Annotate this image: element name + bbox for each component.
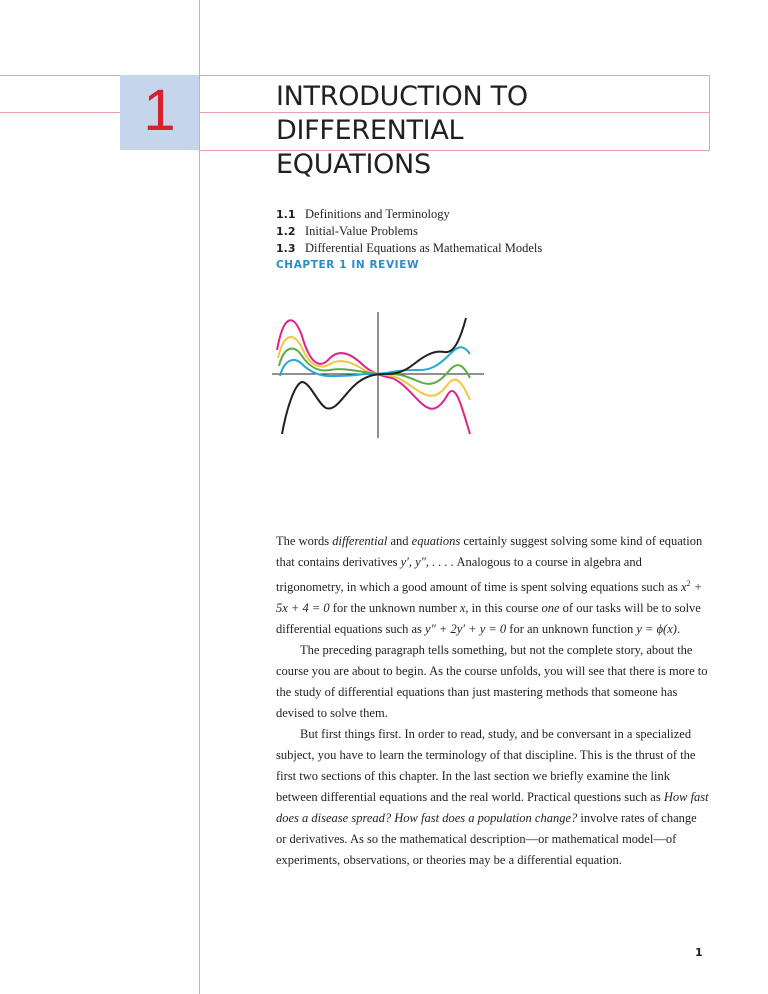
page-number: 1 xyxy=(695,946,703,959)
chapter-title-line1: INTRODUCTION TO DIFFERENTIAL xyxy=(276,81,528,146)
toc-item-label: Definitions and Terminology xyxy=(305,207,450,221)
toc-item-label: Initial-Value Problems xyxy=(305,224,418,238)
toc-item[interactable] xyxy=(276,240,542,257)
top-horizontal-rule xyxy=(0,75,710,76)
chapter-number-box xyxy=(120,75,199,150)
body-paragraph-1: The words differential and equations certainly suggest solving some kind of equation that contains derivatives y′, y″, . . . . Analogous to a course in algebra and trigonometry, in which a good amount of time is spent solving equations such as $x^2 + 5x + 4 = 0$ for the unknown number x, in this course one of our tasks will be to solve differential equations such as y″ + 2y′ + y = 0 for an unknown function y = ϕ(x). xyxy=(276,534,703,637)
solution-curves-figure xyxy=(272,312,484,440)
toc-item-number: 1.1 xyxy=(276,208,296,221)
body-paragraph-2: The preceding paragraph tells something, but not the complete story, about the course you are about to begin. As the course unfolds, you will see that there is more to the study of differential equations than just mastering methods that someone has devised to solve them. xyxy=(276,643,708,721)
toc-item[interactable] xyxy=(276,206,542,223)
title-right-rule xyxy=(709,75,710,151)
curve-green xyxy=(279,349,470,384)
chapter-number: 1 xyxy=(143,78,176,143)
body-text xyxy=(276,531,710,871)
curve-magenta xyxy=(277,320,470,434)
toc-item-label: Differential Equations as Mathematical Models xyxy=(305,241,543,255)
toc-item-number: 1.2 xyxy=(276,225,296,238)
body-paragraph-3: But first things first. In order to read, study, and be conversant in a specialized subject, you have to learn the terminology of that discipline. This is the thrust of the first two sections of this chapter. In the last section we briefly examine the link between differential equations and the real world. Practical questions such as How fast does a disease spread? How fast does a population change? involve rates of change or derivatives. As so the mathematical description—or mathematical model—of experiments, observations, or theories may be a differential equation. xyxy=(276,727,709,868)
chapter-title xyxy=(276,80,706,182)
toc-item-number: 1.3 xyxy=(276,242,296,255)
toc-item[interactable] xyxy=(276,223,542,240)
chapter-toc xyxy=(276,206,542,274)
chapter-title-line2: EQUATIONS xyxy=(276,149,431,180)
curve-black xyxy=(282,318,466,434)
chapter-review-link[interactable]: CHAPTER 1 IN REVIEW xyxy=(276,259,420,271)
